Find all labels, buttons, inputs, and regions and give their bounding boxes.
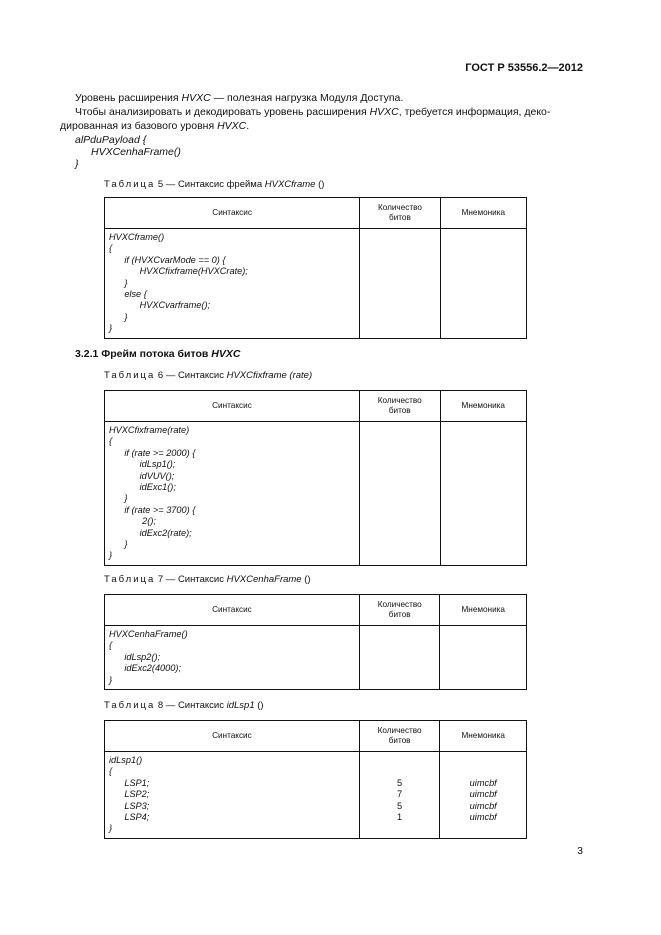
intro-line2-pre: Чтобы анализировать и декодировать уровень расширения <box>75 106 370 118</box>
intro-paragraph-2 <box>75 105 583 120</box>
table7-code: HVXCenhaFrame() { idLsp2(); idExc2(4000); } <box>109 629 188 685</box>
intro-line1-post: — полезная нагрузка Модуля Доступа. <box>210 92 404 104</box>
table5-mnemonic-cell <box>440 229 526 339</box>
table5-header-mnemonic: Мнемоника <box>440 198 526 229</box>
table8-mnemonic-values: uimcbf uimcbf uimcbf uimcbf <box>469 777 497 823</box>
table7-caption-label: Таблица <box>104 574 156 585</box>
intro-line3-pre: дированная из базового уровня <box>60 120 218 132</box>
table7-body-row <box>105 626 527 690</box>
intro-code-line-1: alPduPayload { <box>75 134 147 146</box>
table8-caption-end: () <box>254 700 264 711</box>
table5-caption-label: Таблица <box>104 179 156 190</box>
table6-code: HVXCfixframe(rate) { if (rate >= 2000) { idLsp1(); idVUV(); idExc1(); } if (rate >= 3700) { 2(); idExc2(rate); } } <box>109 425 196 561</box>
table5-body-row <box>105 229 527 339</box>
page-number: 3 <box>577 845 583 857</box>
table7-header-bits: Количество битов <box>359 595 440 626</box>
table6-caption <box>104 370 312 381</box>
table5-caption-rest: 5 — Синтаксис фрейма <box>155 179 265 190</box>
table8-body-row <box>105 752 527 839</box>
table8-header-row <box>105 721 527 752</box>
table7-caption-end: () <box>301 574 311 585</box>
table7-mnemonic-cell <box>440 626 527 690</box>
table7 <box>104 594 527 690</box>
table7-caption-it: HVXCenhaFrame <box>226 574 302 585</box>
table7-caption <box>104 574 311 585</box>
table6-bits-cell <box>359 422 440 566</box>
table6-header-bits: Количество битов <box>359 391 440 422</box>
table8-header-syntax: Синтаксис <box>105 721 360 752</box>
table8-caption-rest: 8 — Синтаксис <box>155 700 227 711</box>
intro-paragraph-3 <box>60 119 568 134</box>
intro-line2-it: HVXC <box>369 106 399 118</box>
table6-caption-label: Таблица <box>104 370 156 381</box>
table6 <box>104 390 527 566</box>
table5-code: HVXCframe() { if (HVXCvarMode == 0) { HVXCfixframe(HVXCrate); } else { HVXCvarframe(); } } <box>109 232 248 334</box>
table5-header-bits: Количество битов <box>360 198 440 229</box>
table8 <box>104 720 527 839</box>
table8-caption-label: Таблица <box>104 700 156 711</box>
table8-header-mnemonic: Мнемоника <box>440 721 527 752</box>
table5 <box>104 197 527 339</box>
table7-header-mnemonic: Мнемоника <box>440 595 527 626</box>
table5-caption-end: () <box>315 179 325 190</box>
table5-caption <box>104 179 324 190</box>
intro-code-line-3: } <box>75 158 79 170</box>
table6-header-row <box>105 391 527 422</box>
table6-caption-it: HVXCfixframe (rate) <box>226 370 313 381</box>
document-header: ГОСТ Р 53556.2—2012 <box>465 62 583 74</box>
table8-caption-it: idLsp1 <box>226 700 255 711</box>
table5-bits-cell <box>360 229 440 339</box>
table8-code: idLsp1() { LSP1; LSP2; LSP3; LSP4; } <box>109 755 150 834</box>
intro-line3-it: HVXC <box>217 120 247 132</box>
table5-header-syntax: Синтаксис <box>105 198 360 229</box>
intro-line1-pre: Уровень расширения <box>75 92 182 104</box>
table8-bits-values: 5 7 5 1 <box>397 777 403 823</box>
table7-bits-cell <box>359 626 440 690</box>
table5-caption-it: HVXCframe <box>264 179 316 190</box>
table6-header-mnemonic: Мнемоника <box>440 391 527 422</box>
intro-paragraph-1 <box>75 91 583 106</box>
table7-header-row <box>105 595 527 626</box>
table6-mnemonic-cell <box>440 422 527 566</box>
table7-caption-rest: 7 — Синтаксис <box>155 574 227 585</box>
table5-header-row <box>105 198 527 229</box>
intro-line3-post: . <box>246 120 250 132</box>
intro-line2-post: , требуется информация, деко- <box>398 106 551 118</box>
section-title: 3.2.1 Фрейм потока битов HVXC <box>75 348 241 360</box>
intro-code-line-2: HVXCenhaFrame() <box>91 146 181 158</box>
table6-header-syntax: Синтаксис <box>105 391 360 422</box>
intro-line1-it: HVXC <box>181 92 211 104</box>
table8-caption <box>104 700 264 711</box>
table8-header-bits: Количество битов <box>359 721 440 752</box>
table6-caption-rest: 6 — Синтаксис <box>155 370 227 381</box>
table7-header-syntax: Синтаксис <box>105 595 360 626</box>
table6-body-row <box>105 422 527 566</box>
